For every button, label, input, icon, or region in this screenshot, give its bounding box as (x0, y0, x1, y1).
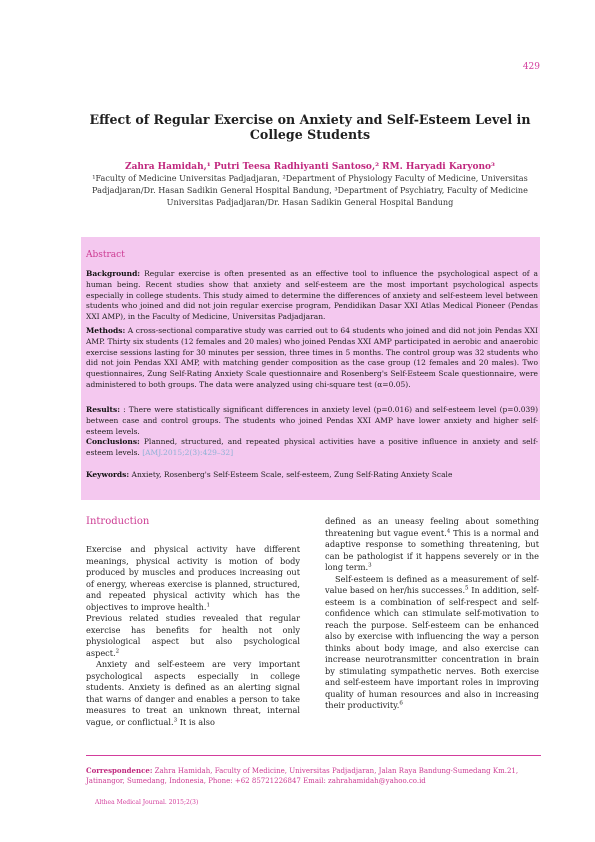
intro-paragraph: Anxiety and self-esteem are very important psychological aspects especially in college students. Anxiety is defined as an alerting signal that warns of danger and enables a person to take measures to treat an unknown threat, internal vague, or conflictual.$^3$ It is also (86, 659, 300, 727)
methods-text: A cross-sectional comparative study was carried out to 64 students who joined and did not join Pendas XXI AMP. Thirty six students (12 females and 20 males) who joined Pendas XXI AMP participated in aerobic and anaerobic exercise sessions lasting for 30 minutes per session, three times in 5 months. The control group was 32 students who did not join Pendas XXI AMP, with matching gender composition as the case group (12 females and 20 males). Two questionnaires, Zung Self-Rating Anxiety Scale questionnaire and Rosenberg's Self-Esteem Scale questionnaire, were administered to both groups. The data were analyzed using chi-square test (α=0.05). (86, 326, 538, 389)
correspondence-text: Zahra Hamidah, Faculty of Medicine, Universitas Padjadjaran, Jalan Raya Bandung-Sumedang Km.21, Jatinangor, Sumedang, Indonesia, Phone: +62 85721226847 Email: zahrahamidah@yahoo.co.id (86, 767, 519, 785)
intro-paragraph: Exercise and physical activity have different meanings, physical activity is motion of body produced by muscles and produces increasing out of energy, whereas exercise is planned, structured, and repeated physical activity which has the objectives to improve health.$^1$ (86, 544, 300, 612)
intro-right-column (325, 516, 539, 712)
abstract-heading: Abstract (86, 250, 125, 260)
conclusions-label: Conclusions: (86, 437, 140, 446)
author-list: Zahra Hamidah,¹ Putri Teesa Radhiyanti Santoso,² RM. Haryadi Karyono³ (125, 162, 495, 172)
background-label: Background: (86, 269, 141, 278)
abstract-conclusions (86, 437, 538, 459)
results-text: : There were statistically significant differences in anxiety level (p=0.016) and self-esteem level (p=0.039) between case and control groups. The students who joined Pendas XXI AMP have lower anxiety and higher self-esteem levels. (86, 405, 538, 436)
affiliations: ¹Faculty of Medicine Universitas Padjadjaran, ²Department of Physiology Faculty of Medicine, Universitas Padjadjaran/Dr. Hasan Sadikin General Hospital Bandung, ³Department of Psychiatry, Faculty of Medicine Universitas Padjadjaran/Dr. Hasan Sadikin General Hospital Bandung (92, 173, 528, 207)
background-text: Regular exercise is often presented as an effective tool to influence the psychological aspect of a human being. Recent studies show that anxiety and self-esteem are the most important psychological aspects especially in college students. This study aimed to determine the differences of anxiety and self-esteem level between students who joined and did not join regular exercise program, Pendidikan Dasar XXI Atlas Medical Pioneer (Pendas XXI AMP), in the Faculty of Medicine, Universitas Padjadjaran. (86, 269, 538, 322)
intro-paragraph: Previous related studies revealed that regular exercise has benefits for health not only physiological aspect but also psychological aspect.$^2$ (86, 613, 300, 658)
correspondence (86, 766, 546, 786)
keywords-text: Anxiety, Rosenberg's Self-Esteem Scale, self-esteem, Zung Self-Rating Anxiety Scale (131, 470, 453, 479)
intro-left-column (86, 544, 300, 728)
page-number: 429 (522, 62, 540, 72)
conclusions-text: Planned, structured, and repeated physical activities have a positive influence in anxiety and self-esteem levels. (86, 437, 538, 457)
abstract-methods (86, 326, 538, 391)
keywords-label: Keywords: (86, 470, 130, 479)
correspondence-divider (86, 755, 541, 756)
paper-title: Effect of Regular Exercise on Anxiety and Self-Esteem Level in College Students (89, 112, 531, 142)
correspondence-label: Correspondence: (86, 766, 153, 775)
results-label: Results: (86, 405, 120, 414)
introduction-heading: Introduction (86, 516, 150, 527)
abstract-background (86, 269, 538, 323)
intro-paragraph: defined as an uneasy feeling about something threatening but vague event.$^4$ This is a normal and adaptive response to something threatening, but can be pathologist if it happens severely or in the long term.$^3$ (325, 516, 539, 572)
intro-paragraph: Self-esteem is defined as a measurement of self-value based on her/his successes.$^5$ In addition, self-esteem is a combination of self-respect and self-confidence which can stimulate self-motivation to reach the purpose. Self-esteem can be enhanced also by exercise with influencing the way a person thinks about body image, and also exercise can increase neurotransmitter concentration in brain by stimulating sympathetic nerves. Both exercise and self-esteem have important roles in improving quality of human resources and also in increasing their productivity.$^6$ (325, 573, 539, 710)
abstract-results (86, 405, 538, 437)
citation: [AMJ.2015;2(3):429–32] (142, 447, 234, 457)
methods-label: Methods: (86, 326, 126, 335)
journal-footer: Althea Medical Journal. 2015;2(3) (95, 799, 199, 806)
abstract-keywords (86, 470, 538, 481)
